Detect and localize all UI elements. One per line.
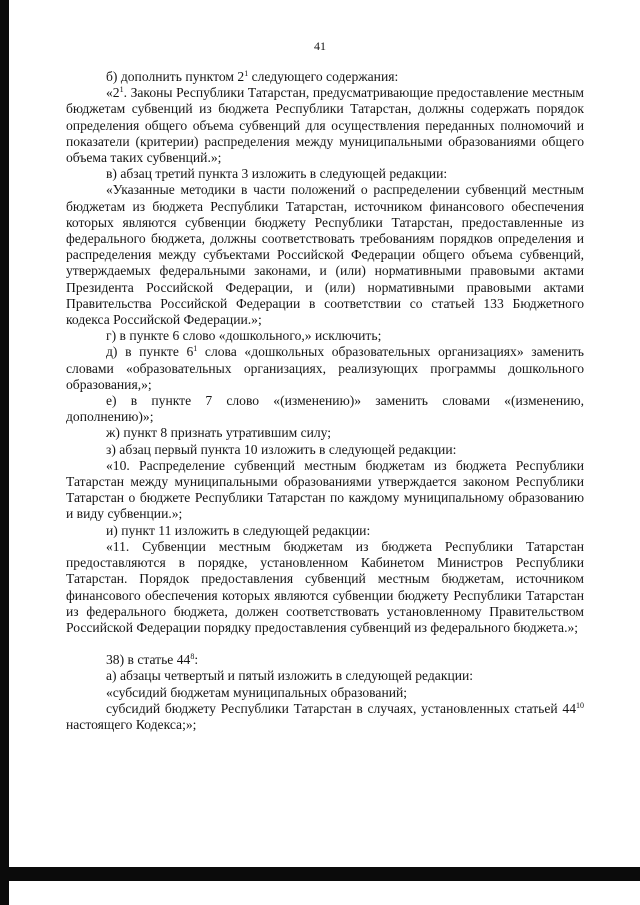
paragraph-item-d: д) в пункте $6^1$ слова «дошкольных образовательных организациях» заменить словами «образовательных организациях, реализующих программы дошкольного образования,»; bbox=[66, 344, 584, 392]
paragraph-item-zh: ж) пункт 8 признать утратившим силу; bbox=[106, 425, 332, 441]
paragraph-point-11-quote: «11. Субвенции местным бюджетам из бюджета Республики Татарстан предоставляются в порядке, установленном Кабинетом Министров Республики Татарстан. Порядок предоставления субвенций местным бюджетам, источником финансового обеспечения которых являются субвенции бюджету Республики Татарстан из федерального бюджета, должен соответствовать установленному Правительством Российской Федерации порядку предоставления субвенций из федерального бюджета.»; bbox=[66, 538, 584, 635]
scan-left-edge bbox=[0, 0, 9, 905]
paragraph-point-10-quote: «10. Распределение субвенций местным бюджетам из бюджета Республики Татарстан между муниципальными образованиями утверждается законом Республики Татарстан о бюджете Республики Татарстан по каждому муниципальному образованию и виду субвенции.»; bbox=[66, 457, 584, 522]
paragraph-item-i: и) пункт 11 изложить в следующей редакции: bbox=[106, 522, 371, 538]
paragraph-item-v: в) абзац третий пункта 3 изложить в следующей редакции: bbox=[106, 166, 448, 182]
paragraph-item-e: е) в пункте 7 слово «(изменению)» заменить словами «(изменению, дополнению)»; bbox=[66, 393, 584, 425]
paragraph-subsidies-republic: субсидий бюджету Республики Татарстан в случаях, установленных статьей $44^{10}$ настоящего Кодекса;»; bbox=[66, 700, 584, 732]
paragraph-item-a: а) абзацы четвертый и пятый изложить в следующей редакции: bbox=[106, 668, 474, 684]
page-number: 41 bbox=[314, 39, 326, 53]
paragraph-item-g: г) в пункте 6 слово «дошкольного,» исключить; bbox=[106, 328, 382, 344]
paragraph-item-z: з) абзац первый пункта 10 изложить в следующей редакции: bbox=[106, 441, 457, 457]
document-body bbox=[66, 69, 584, 733]
paragraph-methodics-quote: «Указанные методики в части положений о распределении субвенций местным бюджетам из бюджета Республики Татарстан, источником финансового обеспечения которых являются субвенции бюджету Республики Татарстан, предоставленные из федерального бюджета, должны соответствовать требованиям порядков определения и распределения между субъектами Российской Федерации общего объема субвенций, утверждаемых федеральными законами, и (или) нормативными правовыми актами Президента Российской Федерации, и (или) нормативными правовыми актами Правительства Российской Федерации в соответствии со статьей 133 Бюджетного кодекса Российской Федерации.»; bbox=[66, 182, 584, 328]
paragraph-point-38: 38) в статье $44^8$: bbox=[106, 652, 199, 668]
paragraph-subsidies-municipal: «субсидий бюджетам муниципальных образований; bbox=[106, 684, 408, 700]
paragraph-item-b: б) дополнить пунктом $2^1$ следующего содержания: bbox=[106, 69, 399, 84]
scan-bottom-edge bbox=[0, 867, 640, 881]
paragraph-point-2-1: «$2^1$. Законы Республики Татарстан, предусматривающие предоставление местным бюджетам субвенций из бюджета Республики Татарстан, должны содержать порядок определения общего объема субвенций для осуществления переданных полномочий и показатели (критерии) распределения между муниципальными образованиями общего объема таких субвенций.»; bbox=[66, 85, 584, 166]
